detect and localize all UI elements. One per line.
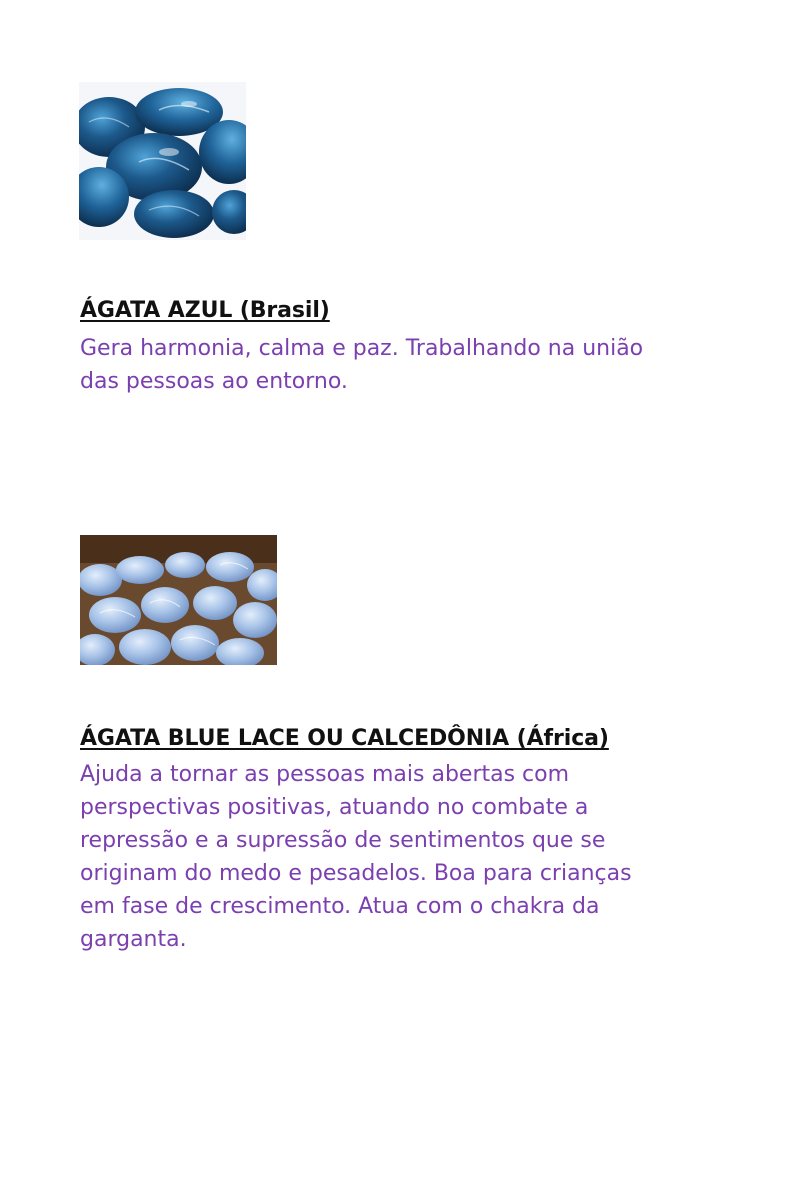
agata-blue-lace-title: ÁGATA BLUE LACE OU CALCEDÔNIA (África): [80, 726, 609, 751]
agata-azul-title: ÁGATA AZUL (Brasil): [80, 298, 330, 323]
blue-lace-agate-image: [80, 535, 277, 665]
agata-azul-description: Gera harmonia, calma e paz. Trabalhando na união das pessoas ao entorno.: [80, 336, 644, 394]
blue-agate-image: [79, 82, 246, 240]
agata-blue-lace-description: Ajuda a tornar as pessoas mais abertas com perspectivas positivas, atuando no combate a repressão e a supressão de sentimentos que se originam do medo e pesadelos. Boa para crianças em fase de crescimento. Atua com o chakra da garganta.: [80, 762, 632, 952]
agata-azul-photo: [79, 82, 246, 240]
agata-blue-lace-photo: [80, 535, 277, 665]
